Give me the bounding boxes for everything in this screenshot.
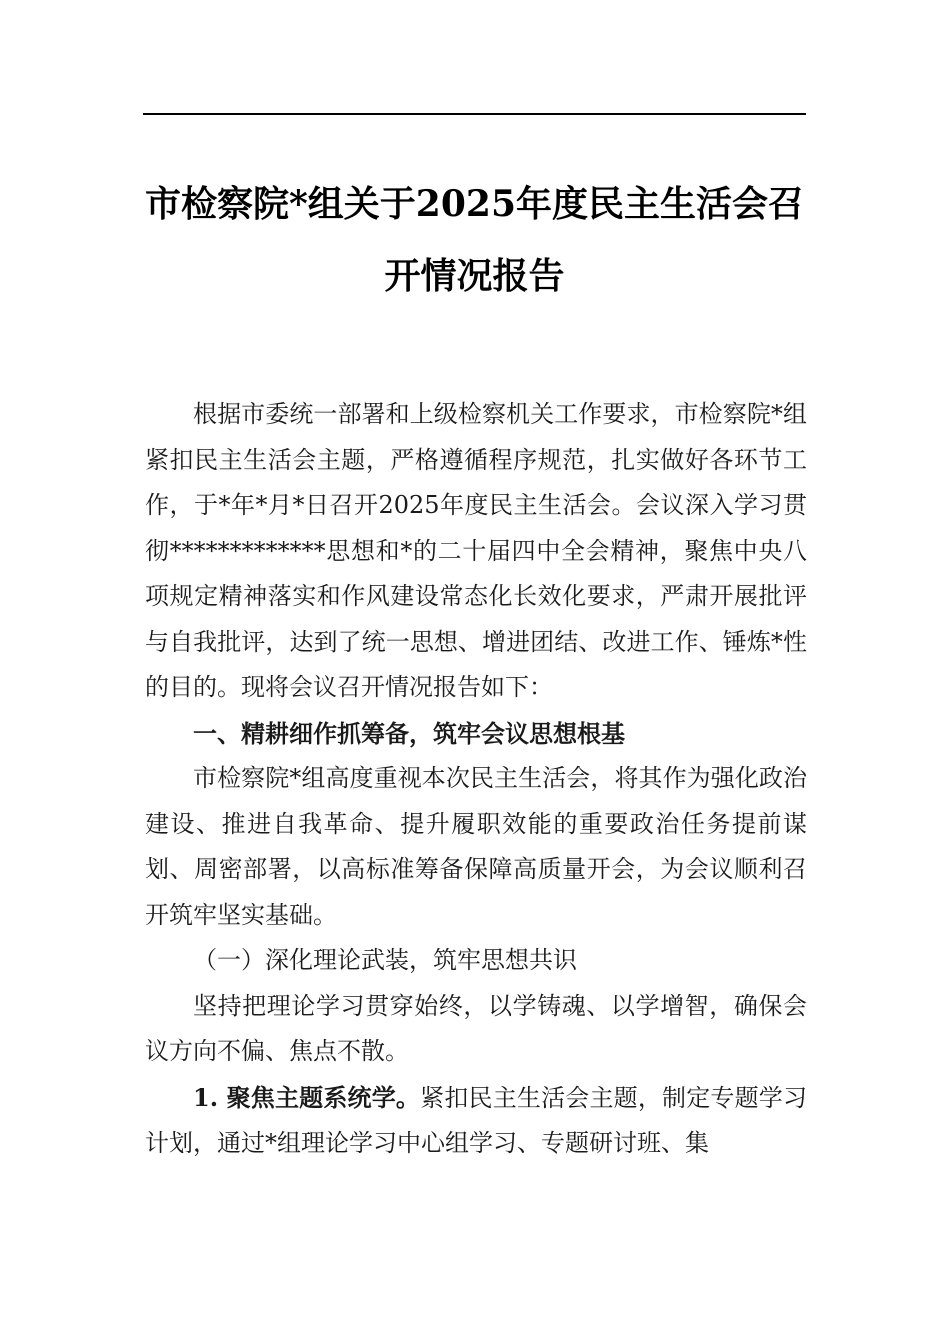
document-title (143, 168, 806, 312)
item-1-paragraph (145, 1075, 807, 1167)
section-1-paragraph: 市检察院*组高度重视本次民主生活会，将其作为强化政治建设、推进自我革命、提升履职效能的重要政治任务提前谋划、周密部署，以高标准筹备保障高质量开会，为会议顺利召开筑牢坚实基础。 (145, 764, 807, 929)
title-line-1: 市检察院*组关于2025年度民主生活会召 (144, 183, 805, 225)
item-1-lead: 1. 聚焦主题系统学。 (193, 1082, 421, 1112)
intro-paragraph: 根据市委统一部署和上级检察机关工作要求，市检察院*组紧扣民主生活会主题，严格遵循程序规范，扎实做好各环节工作，于*年*月*日召开2025年度民主生活会。会议深入学习贯彻*************思想和*的二十届四中全会精神，聚焦中央八项规定精神落实和作风建设常态化长效化要求，严肃开展批评与自我批评，达到了统一思想、增进团结、改进工作、锤炼*性的目的。现将会议召开情况报告如下： (145, 400, 807, 701)
subsection-heading-1: （一）深化理论武装，筑牢思想共识 (193, 946, 577, 974)
title-line-2: 开情况报告 (384, 255, 565, 297)
subsection-1-paragraph: 坚持把理论学习贯穿始终，以学铸魂、以学增智，确保会议方向不偏、焦点不散。 (145, 991, 807, 1065)
section-heading-1: 一、精耕细作抓筹备，筑牢会议思想根基 (193, 718, 625, 748)
document-body (145, 392, 807, 1167)
item-1-text: 紧扣民主生活会主题，制定专题学习计划，通过*组理论学习中心组学习、专题研讨班、集 (145, 1083, 808, 1157)
header-rule (143, 113, 806, 115)
